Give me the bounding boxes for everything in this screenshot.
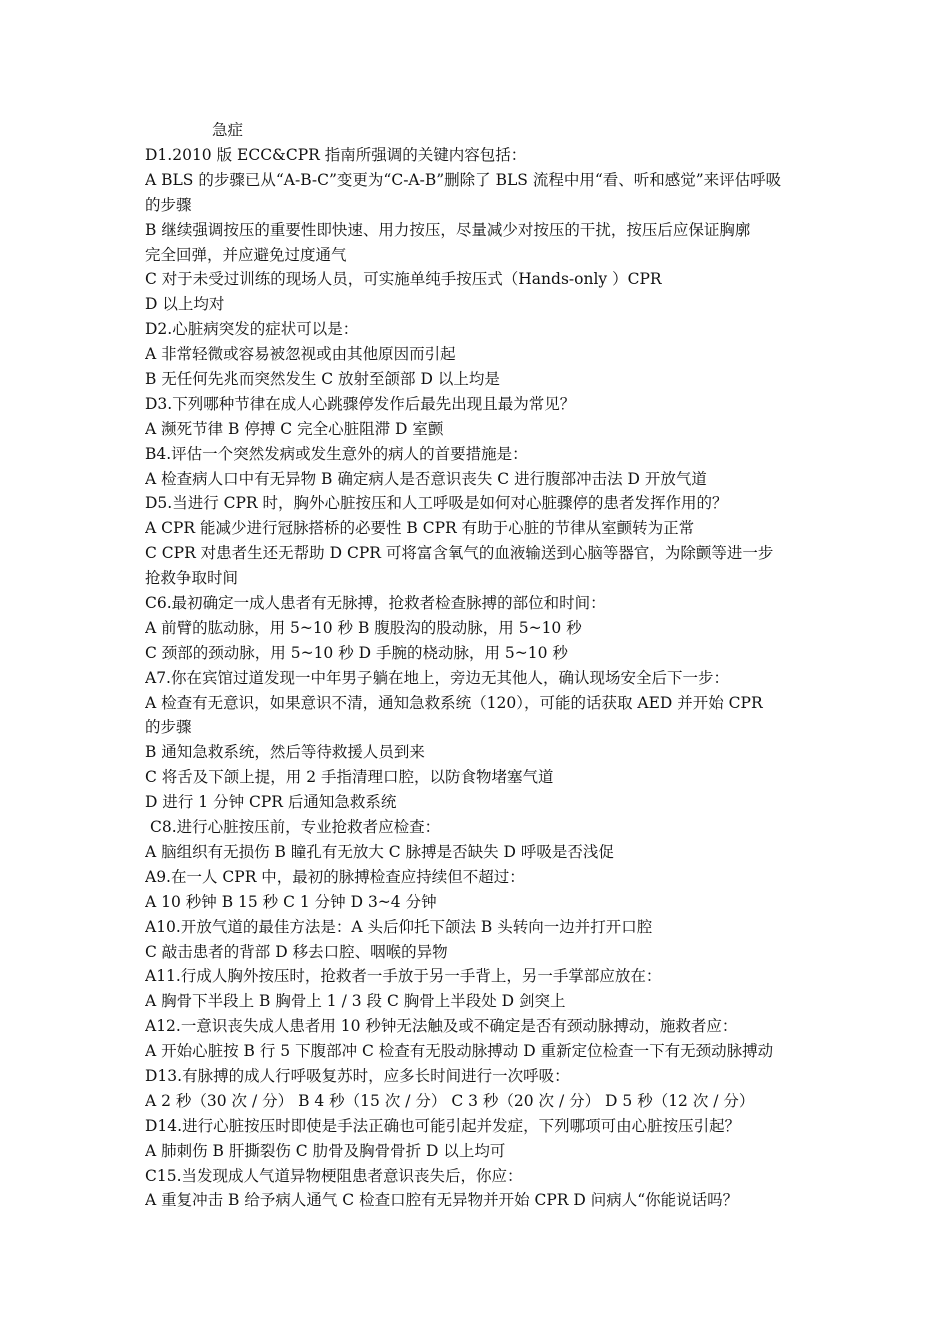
- text-line: A11.行成人胸外按压时，抢救者一手放于另一手背上，另一手掌部应放在：: [145, 967, 662, 986]
- text-line: D13.有脉搏的成人行呼吸复苏时，应多长时间进行一次呼吸：: [145, 1066, 570, 1085]
- text-line: A 脑组织有无损伤 B 瞳孔有无放大 C 脉搏是否缺失 D 呼吸是否浅促: [145, 842, 614, 861]
- text-line: D1.2010 版 ECC&CPR 指南所强调的关键内容包括：: [145, 146, 527, 164]
- text-line: C6.最初确定一成人患者有无脉搏，抢救者检查脉搏的部位和时间：: [145, 594, 606, 613]
- text-line: 完全回弹，并应避免过度通气: [145, 245, 347, 264]
- text-line: D 以上均对: [145, 295, 225, 314]
- text-line: A7.你在宾馆过道发现一中年男子躺在地上，旁边无其他人，确认现场安全后下一步：: [145, 668, 729, 687]
- text-line: A 重复冲击 B 给予病人通气 C 检查口腔有无异物并开始 CPR D 问病人“你能说话吗？: [145, 1191, 739, 1210]
- text-line: A12.一意识丧失成人患者用 10 秒钟无法触及或不确定是否有颈动脉搏动，施救者应：: [145, 1017, 738, 1036]
- text-line: D14.进行心脏按压时即使是手法正确也可能引起并发症，下列哪项可由心脏按压引起？: [145, 1116, 741, 1135]
- text-line: C 敲击患者的背部 D 移去口腔、咽喉的异物: [145, 942, 448, 961]
- question-list: [145, 143, 815, 1213]
- text-line: C15.当发现成人气道异物梗阻患者意识丧失后，你应：: [145, 1166, 523, 1185]
- text-line: C8.进行心脏按压前，专业抢救者应检查：: [150, 818, 441, 837]
- text-line: C CPR 对患者生还无帮助 D CPR 可将富含氧气的血液输送到心脑等器官，为除颤等进一步: [145, 544, 774, 563]
- text-line: D3.下列哪种节律在成人心跳骤停发作后最先出现且最为常见？: [145, 394, 576, 413]
- text-line: A 非常轻微或容易被忽视或由其他原因而引起: [145, 345, 456, 364]
- text-line: A 濒死节律 B 停搏 C 完全心脏阻滞 D 室颤: [145, 419, 444, 438]
- text-line: A 前臂的肱动脉，用 5~10 秒 B 腹股沟的股动脉，用 5~10 秒: [145, 618, 582, 637]
- text-line: A 肺刺伤 B 肝撕裂伤 C 肋骨及胸骨骨折 D 以上均可: [145, 1141, 506, 1160]
- text-line: A 开始心脏按 B 行 5 下腹部冲 C 检查有无股动脉搏动 D 重新定位检查一下有无颈动脉搏动: [145, 1042, 774, 1061]
- text-line: D5.当进行 CPR 时，胸外心脏按压和人工呼吸是如何对心脏骤停的患者发挥作用的？: [145, 494, 728, 513]
- text-line: A9.在一人 CPR 中，最初的脉搏检查应持续但不超过：: [145, 867, 525, 886]
- page-heading: 急症: [212, 121, 244, 139]
- text-line: D2.心脏病突发的症状可以是：: [145, 320, 359, 339]
- text-line: A CPR 能减少进行冠脉搭桥的必要性 B CPR 有助于心脏的节律从室颤转为正常: [145, 519, 695, 538]
- text-line: B 无任何先兆而突然发生 C 放射至颌部 D 以上均是: [145, 370, 500, 389]
- text-line: A10.开放气道的最佳方法是：A 头后仰托下颌法 B 头转向一边并打开口腔: [145, 917, 653, 936]
- text-line: D 进行 1 分钟 CPR 后通知急救系统: [145, 793, 397, 812]
- text-line: B 通知急救系统，然后等待救援人员到来: [145, 743, 425, 762]
- text-line: C 对于未受过训练的现场人员，可实施单纯手按压式（Hands-only ）CPR: [145, 270, 662, 289]
- text-line: 的步骤: [145, 718, 192, 737]
- text-line: A 10 秒钟 B 15 秒 C 1 分钟 D 3~4 分钟: [145, 892, 437, 911]
- text-line: 抢救争取时间: [145, 569, 239, 588]
- text-line: A 胸骨下半段上 B 胸骨上 1 / 3 段 C 胸骨上半段处 D 剑突上: [145, 992, 566, 1011]
- text-line: 的步骤: [145, 195, 192, 214]
- text-line: C 颈部的颈动脉，用 5~10 秒 D 手腕的桡动脉，用 5~10 秒: [145, 643, 568, 662]
- text-line: B4.评估一个突然发病或发生意外的病人的首要措施是：: [145, 444, 528, 463]
- text-line: C 将舌及下颌上提，用 2 手指清理口腔，以防食物堵塞气道: [145, 768, 554, 787]
- text-line: A 检查病人口中有无异物 B 确定病人是否意识丧失 C 进行腹部冲击法 D 开放气道: [145, 469, 707, 488]
- text-line: A BLS 的步骤已从“A-B-C”变更为“C-A-B”删除了 BLS 流程中用“看、听和感觉”来评估呼吸: [145, 170, 782, 189]
- text-line: A 检查有无意识，如果意识不清，通知急救系统（120），可能的话获取 AED 并开始 CPR: [145, 693, 763, 712]
- text-line: B 继续强调按压的重要性即快速、用力按压，尽量减少对按压的干扰，按压后应保证胸廓: [145, 220, 751, 239]
- text-line: A 2 秒（30 次 / 分） B 4 秒（15 次 / 分） C 3 秒（20 次 / 分） D 5 秒（12 次 / 分）: [145, 1091, 755, 1110]
